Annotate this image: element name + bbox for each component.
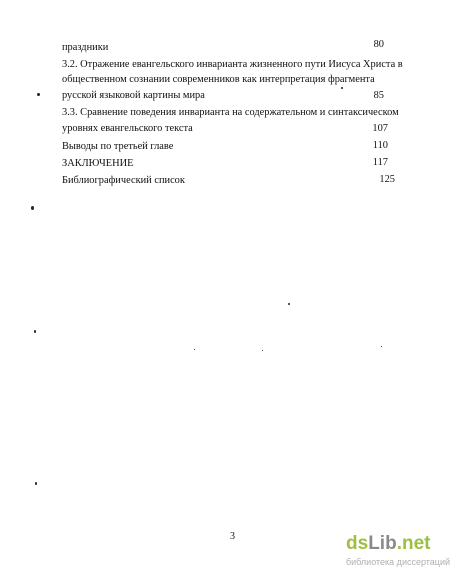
scan-speck (34, 330, 36, 333)
toc-entry-text: 3.2. Отражение евангельского инварианта жизненного пути Иисуса Христа в (62, 59, 403, 70)
toc-entry-text: ЗАКЛЮЧЕНИЕ (62, 158, 134, 169)
dslib-subtitle: библиотека диссертаций (346, 557, 450, 567)
toc-entry-page: 117 (372, 157, 388, 168)
toc-entry-text: русской языковой картины мира (62, 90, 205, 101)
toc-entry-text: праздники (62, 42, 109, 53)
toc-entry-page: 110 (372, 140, 388, 151)
scan-speck (262, 350, 263, 351)
scan-speck (37, 93, 40, 96)
dslib-logo: dsLib.net (346, 533, 431, 554)
toc-entry-text: Выводы по третьей главе (62, 141, 174, 152)
scan-speck (381, 346, 382, 347)
toc-entry-page: 125 (379, 174, 395, 185)
toc-entry-text: Библиографический список (62, 175, 185, 186)
scan-speck (35, 482, 37, 485)
page-number: 3 (230, 531, 235, 542)
dslib-watermark (346, 533, 450, 578)
toc-entry-text: уровнях евангельского текста (62, 123, 193, 134)
toc-entry-page: 85 (373, 90, 384, 101)
scan-speck (194, 349, 195, 350)
toc-entry-page: 107 (372, 123, 388, 134)
toc-entry-text: 3.3. Сравнение поведения инварианта на содержательном и синтаксическом (62, 107, 399, 118)
scan-speck (341, 87, 343, 89)
scan-speck (288, 303, 290, 305)
scan-speck (31, 206, 34, 210)
toc-entry-text: общественном сознании современников как интерпретация фрагмента (62, 74, 375, 85)
toc-entry-page: 80 (373, 39, 384, 50)
